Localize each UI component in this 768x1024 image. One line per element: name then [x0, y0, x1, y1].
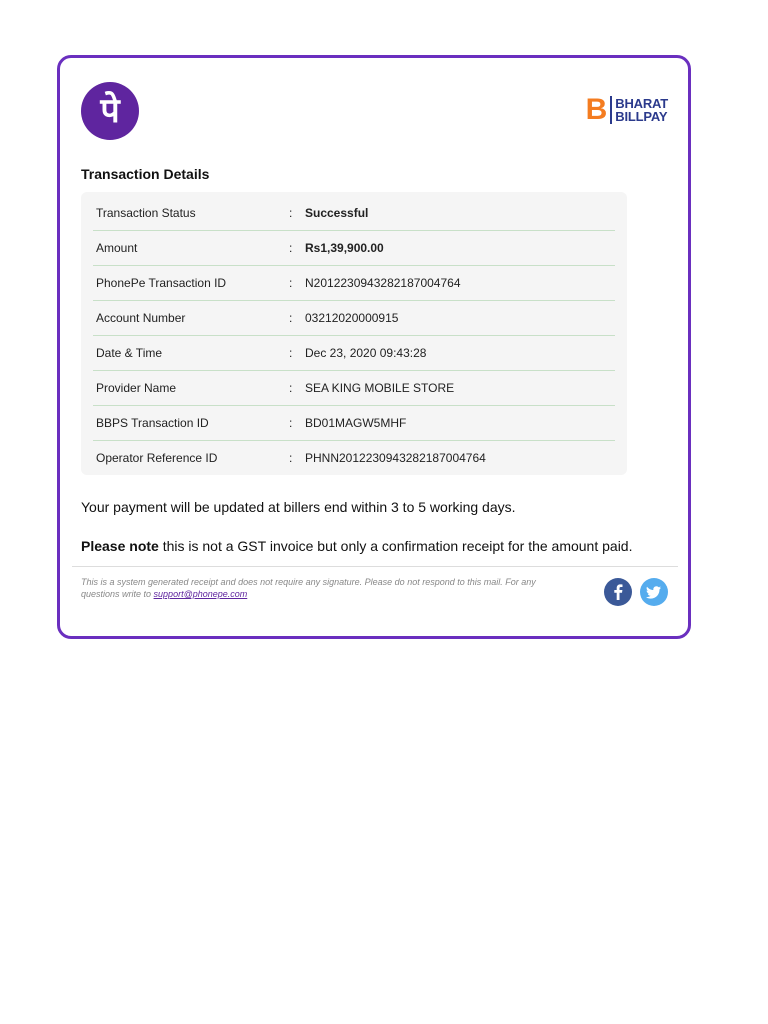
bbps-logo-text: [615, 97, 668, 123]
phonepe-logo: [81, 82, 139, 140]
detail-value: Dec 23, 2020 09:43:28: [305, 346, 427, 360]
transaction-details-table: [81, 192, 627, 475]
detail-label: Date & Time: [96, 346, 163, 360]
detail-row: [93, 371, 615, 406]
section-title: Transaction Details: [81, 166, 210, 182]
update-note: Your payment will be updated at billers end within 3 to 5 working days.: [81, 499, 516, 515]
detail-value: BD01MAGW5MHF: [305, 416, 407, 430]
bbps-logo-line2: BILLPAY: [615, 109, 668, 124]
please-note-text: this is not a GST invoice but only a confirmation receipt for the amount paid.: [158, 538, 633, 554]
social-links: [604, 578, 668, 606]
detail-colon: :: [289, 276, 293, 290]
detail-row: [93, 406, 615, 441]
detail-colon: :: [289, 311, 293, 325]
detail-row: [93, 336, 615, 371]
detail-colon: :: [289, 381, 293, 395]
detail-value: 03212020000915: [305, 311, 399, 325]
detail-label: Operator Reference ID: [96, 451, 218, 465]
detail-label: Transaction Status: [96, 206, 196, 220]
gst-note: [81, 538, 632, 554]
bharat-billpay-logo: [585, 93, 668, 126]
detail-row: [93, 301, 615, 336]
bbps-logo-letter: B: [585, 93, 608, 126]
detail-label: Account Number: [96, 311, 186, 325]
detail-colon: :: [289, 241, 293, 255]
twitter-icon[interactable]: [640, 578, 668, 606]
detail-row: [93, 441, 615, 475]
detail-label: Provider Name: [96, 381, 177, 395]
detail-row: [93, 266, 615, 301]
please-note-label: Please note: [81, 538, 159, 554]
detail-colon: :: [289, 416, 293, 430]
detail-label: BBPS Transaction ID: [96, 416, 209, 430]
detail-value: Rs1,39,900.00: [305, 241, 384, 255]
detail-value: PHNN2012230943282187004764: [305, 451, 486, 465]
phonepe-logo-glyph: पे: [100, 91, 120, 131]
detail-value: N2012230943282187004764: [305, 276, 461, 290]
detail-value: SEA KING MOBILE STORE: [305, 381, 455, 395]
bbps-logo-divider: [610, 96, 612, 124]
detail-row: [93, 231, 615, 266]
receipt-card: [57, 55, 691, 639]
detail-value: Successful: [305, 206, 369, 220]
detail-label: PhonePe Transaction ID: [96, 276, 227, 290]
detail-colon: :: [289, 206, 293, 220]
footer-disclaimer: [81, 576, 551, 600]
footer-disclaimer-text: This is a system generated receipt and does not require any signature. Please do not respond to this mail. For any questions write to: [81, 577, 536, 599]
detail-row: [93, 196, 615, 231]
detail-colon: :: [289, 451, 293, 465]
bbps-logo-line1: BHARAT: [615, 96, 668, 111]
detail-label: Amount: [96, 241, 138, 255]
support-email-link[interactable]: support@phonepe.com: [153, 589, 248, 599]
facebook-icon[interactable]: [604, 578, 632, 606]
footer-divider: [72, 566, 678, 567]
detail-colon: :: [289, 346, 293, 360]
